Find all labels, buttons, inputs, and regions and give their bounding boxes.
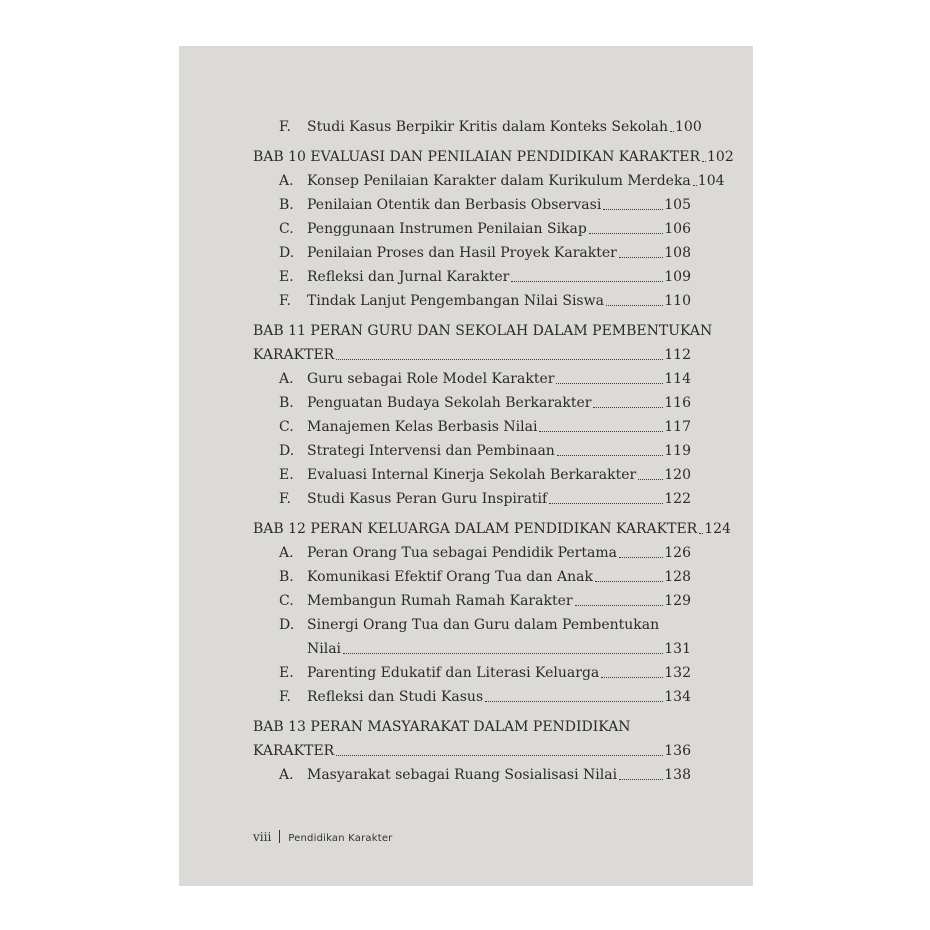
toc-entry (253, 241, 691, 265)
toc-entry (253, 763, 691, 787)
toc-entry-letter: C. (279, 419, 294, 435)
toc-entry-title: Parenting Edukatif dan Literasi Keluarga (307, 665, 600, 681)
toc-entry-page: 126 (664, 545, 691, 561)
toc-dot-leader (539, 431, 663, 432)
toc-entry-letter: C. (279, 593, 294, 609)
toc-dot-leader (556, 383, 663, 384)
toc-entry-page: 106 (664, 221, 691, 237)
toc-entry-letter: A. (279, 173, 294, 189)
toc-dot-leader (336, 755, 663, 756)
toc-entry-page: 116 (664, 395, 691, 411)
toc-dot-leader (549, 503, 663, 504)
toc-entry-letter: D. (279, 245, 295, 261)
toc-entry-title: Nilai (307, 641, 342, 657)
toc-dot-leader (693, 185, 697, 186)
toc-entry (253, 193, 691, 217)
toc-chapter (253, 145, 734, 169)
toc-entry-title: Penilaian Proses dan Hasil Proyek Karakter (307, 245, 617, 261)
toc-dot-leader (575, 605, 664, 606)
toc-entry-letter: A. (279, 767, 294, 783)
toc-entry (253, 391, 691, 415)
toc-entry-title: Penilaian Otentik dan Berbasis Observasi (307, 197, 602, 213)
toc-dot-leader (619, 257, 663, 258)
toc-entry-title: Refleksi dan Studi Kasus (307, 689, 484, 705)
toc-chapter-page: 102 (707, 149, 734, 165)
toc-chapter (253, 715, 691, 739)
toc-entry-title: Penguatan Budaya Sekolah Berkarakter (307, 395, 592, 411)
toc-dot-leader (702, 161, 706, 162)
toc-entry-page: 132 (664, 665, 691, 681)
toc-dot-leader (670, 131, 674, 132)
toc-entry-title: Sinergi Orang Tua dan Guru dalam Pembentukan (307, 617, 660, 633)
toc-entry-page: 114 (664, 371, 691, 387)
toc-entry-title: Tindak Lanjut Pengembangan Nilai Siswa (307, 293, 604, 309)
toc-chapter-continuation (253, 739, 691, 763)
toc-entry-title: Komunikasi Efektif Orang Tua dan Anak (307, 569, 593, 585)
toc-entry-page: 134 (664, 689, 691, 705)
toc-chapter (253, 517, 731, 541)
toc-chapter-page: 112 (664, 347, 691, 363)
toc-entry-page: 109 (664, 269, 691, 285)
toc-entry-title: Refleksi dan Jurnal Karakter (307, 269, 510, 285)
toc-chapter-page: 136 (664, 743, 691, 759)
toc-entry-title: Studi Kasus Peran Guru Inspiratif (307, 491, 548, 507)
toc-dot-leader (606, 305, 663, 306)
toc-dot-leader (595, 581, 663, 582)
toc-entry (253, 439, 691, 463)
toc-entry-page: 100 (675, 119, 702, 135)
toc-entry-page: 122 (664, 491, 691, 507)
toc-entry-letter: F. (279, 689, 291, 705)
toc-entry-title: Strategi Intervensi dan Pembinaan (307, 443, 555, 459)
toc-entry-title: Studi Kasus Berpikir Kritis dalam Konteks Sekolah (307, 119, 668, 135)
toc-entry-letter: E. (279, 467, 294, 483)
toc-entry-letter: E. (279, 269, 294, 285)
toc-chapter (253, 319, 713, 343)
toc-dot-leader (336, 359, 663, 360)
toc-dot-leader (593, 407, 663, 408)
toc-entry-title: Evaluasi Internal Kinerja Sekolah Berkarakter (307, 467, 637, 483)
toc-dot-leader (619, 557, 663, 558)
toc-entry (253, 115, 702, 139)
toc-entry-letter: B. (279, 395, 294, 411)
toc-chapter-title: BAB 13 PERAN MASYARAKAT DALAM PENDIDIKAN (253, 719, 631, 735)
toc-entry-letter: D. (279, 617, 295, 633)
toc-entry-letter: B. (279, 569, 294, 585)
toc-entry-title: Guru sebagai Role Model Karakter (307, 371, 555, 387)
toc-entry-page: 120 (664, 467, 691, 483)
toc-entry (253, 541, 691, 565)
toc-entry-letter: D. (279, 443, 295, 459)
toc-entry-page: 131 (664, 641, 691, 657)
toc-entry-letter: F. (279, 119, 291, 135)
toc-entry-page: 128 (664, 569, 691, 585)
toc-dot-leader (601, 677, 663, 678)
toc-entry (253, 463, 691, 487)
toc-entry-letter: A. (279, 545, 294, 561)
toc-entry-title: Peran Orang Tua sebagai Pendidik Pertama (307, 545, 617, 561)
toc-chapter-title: KARAKTER (253, 347, 335, 363)
toc-dot-leader (619, 779, 663, 780)
toc-entry (253, 685, 691, 709)
toc-entry-page: 138 (664, 767, 691, 783)
toc-entry-title: Konsep Penilaian Karakter dalam Kurikulum Merdeka (307, 173, 691, 189)
toc-entry-title: Masyarakat sebagai Ruang Sosialisasi Nilai (307, 767, 618, 783)
toc-dot-leader (485, 701, 663, 702)
running-title: Pendidikan Karakter (288, 833, 393, 844)
toc-chapter-title: BAB 11 PERAN GURU DAN SEKOLAH DALAM PEMBENTUKAN (253, 323, 713, 339)
toc-entry (253, 367, 691, 391)
toc-entry-page: 110 (664, 293, 691, 309)
toc-dot-leader (638, 479, 663, 480)
footer-divider (279, 830, 280, 843)
toc-chapter-continuation (253, 343, 691, 367)
toc-dot-leader (589, 233, 663, 234)
toc-entry-page: 104 (697, 173, 725, 189)
toc-entry-title: Manajemen Kelas Berbasis Nilai (307, 419, 538, 435)
page-number: viii (253, 830, 272, 844)
toc-entry-letter: C. (279, 221, 294, 237)
toc-dot-leader (557, 455, 663, 456)
toc-entry (253, 613, 691, 637)
toc-entry-page: 105 (664, 197, 691, 213)
toc-entry-letter: B. (279, 197, 294, 213)
toc-entry-title: Penggunaan Instrumen Penilaian Sikap (307, 221, 587, 237)
toc-dot-leader (699, 533, 703, 534)
toc-entry-page: 117 (664, 419, 691, 435)
toc-entry-letter: F. (279, 491, 291, 507)
toc-chapter-title: KARAKTER (253, 743, 335, 759)
toc-entry (253, 565, 691, 589)
toc-dot-leader (343, 653, 663, 654)
toc-entry (253, 265, 691, 289)
toc-entry-continuation (253, 637, 691, 661)
toc-dot-leader (511, 281, 663, 282)
toc-dot-leader (603, 209, 663, 210)
toc-chapter-page: 124 (704, 521, 731, 537)
toc-entry-title: Membangun Rumah Ramah Karakter (307, 593, 573, 609)
toc-entry-letter: E. (279, 665, 294, 681)
toc-entry-page: 108 (664, 245, 691, 261)
toc-entry-letter: A. (279, 371, 294, 387)
toc-entry-page: 129 (664, 593, 691, 609)
toc-entry (253, 217, 691, 241)
page-footer (253, 830, 393, 845)
toc-entry (253, 415, 691, 439)
toc-entry (253, 589, 691, 613)
toc-entry-letter: F. (279, 293, 291, 309)
toc-entry (253, 487, 691, 511)
toc-entry (253, 169, 725, 193)
toc-entry (253, 289, 691, 313)
book-page (179, 46, 753, 886)
toc-entry-page: 119 (664, 443, 691, 459)
toc-chapter-title: BAB 10 EVALUASI DAN PENILAIAN PENDIDIKAN KARAKTER (253, 149, 700, 165)
toc-chapter-title: BAB 12 PERAN KELUARGA DALAM PENDIDIKAN KARAKTER (253, 521, 698, 537)
table-of-contents (253, 115, 734, 787)
toc-entry (253, 661, 691, 685)
